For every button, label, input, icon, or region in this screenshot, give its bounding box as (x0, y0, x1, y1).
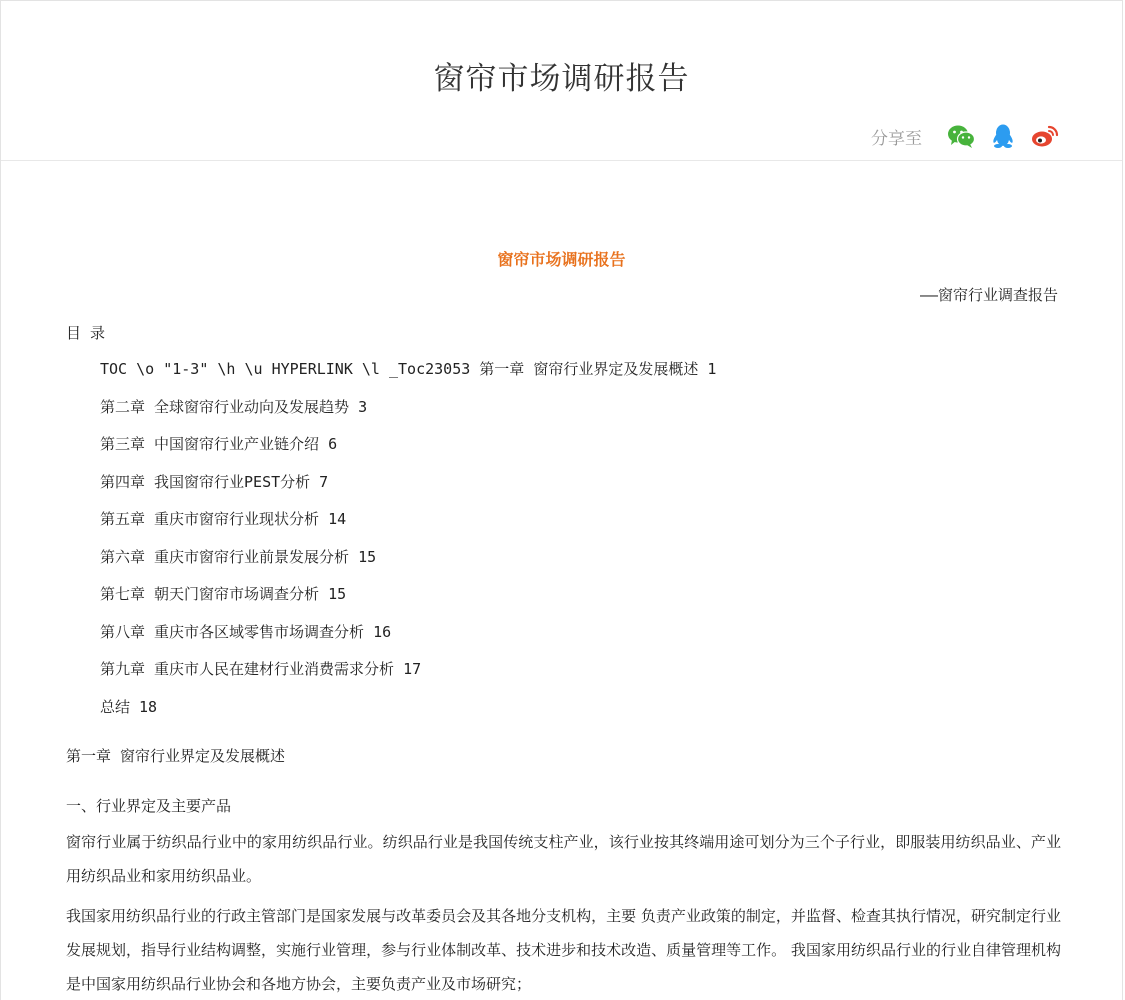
document-subtitle: ——窗帘行业调查报告 (919, 286, 1058, 304)
article-header (1, 1, 1122, 161)
toc-link[interactable]: 第五章 重庆市窗帘行业现状分析 14 (100, 510, 347, 528)
toc-link[interactable]: 第三章 中国窗帘行业产业链介绍 6 (100, 435, 338, 453)
paragraph: 我国家用纺织品行业的行政主管部门是国家发展与改革委员会及其各地分支机构，主要 负责产业政策的制定，并监督、检查其执行情况，研究制定行业发展规划，指导行业结构调整，实施行业管理，参与行业体制改革、技术进步和技术改造、质量管理等工作。 我国家用纺织品行业的行业自律管理机构是中国家用纺织品行业协会和各地方协会，主要负责产业及市场研究； (66, 907, 1061, 993)
weibo-icon[interactable] (1030, 123, 1060, 149)
toc-link[interactable]: TOC \o "1-3" \h \u HYPERLINK \l _Toc23053 第一章 窗帘行业界定及发展概述 1 (100, 360, 717, 378)
toc-item[interactable] (100, 659, 716, 697)
toc-link[interactable]: 总结 18 (100, 697, 158, 716)
toc-heading: 目 录 (66, 324, 106, 342)
share-bar (871, 122, 1060, 150)
toc-link[interactable]: 第二章 全球窗帘行业动向及发展趋势 3 (100, 397, 368, 416)
toc-link[interactable]: 第九章 重庆市人民在建材行业消费需求分析 17 (100, 660, 422, 678)
toc-item[interactable] (100, 584, 716, 622)
toc-item[interactable] (100, 622, 716, 660)
toc-link[interactable]: 第六章 重庆市窗帘行业前景发展分析 15 (100, 547, 377, 566)
table-of-contents (100, 359, 716, 734)
toc-link[interactable]: 第八章 重庆市各区域零售市场调查分析 16 (100, 622, 392, 641)
toc-item[interactable] (100, 472, 716, 510)
chapter-heading: 第一章 窗帘行业界定及发展概述 (66, 747, 286, 765)
paragraph: 窗帘行业属于纺织品行业中的家用纺织品行业。纺织品行业是我国传统支柱产业，该行业按其终端用途可划分为三个子行业，即服装用纺织品业、产业用纺织品业和家用纺织品业。 (66, 833, 1061, 885)
section-heading: 一、行业界定及主要产品 (66, 797, 232, 815)
toc-item[interactable] (100, 697, 716, 735)
toc-item[interactable] (100, 547, 716, 585)
toc-link[interactable]: 第四章 我国窗帘行业PEST分析 7 (100, 472, 329, 491)
toc-item[interactable] (100, 397, 716, 435)
document-title: 窗帘市场调研报告 (497, 250, 626, 269)
toc-link[interactable]: 第七章 朝天门窗帘市场调查分析 15 (100, 585, 347, 603)
share-label: 分享至 (871, 128, 922, 149)
page-title: 窗帘市场调研报告 (433, 61, 690, 97)
qq-icon[interactable] (988, 123, 1018, 149)
toc-item[interactable] (100, 359, 716, 397)
toc-item[interactable] (100, 509, 716, 547)
wechat-icon[interactable] (946, 123, 976, 149)
toc-item[interactable] (100, 434, 716, 472)
